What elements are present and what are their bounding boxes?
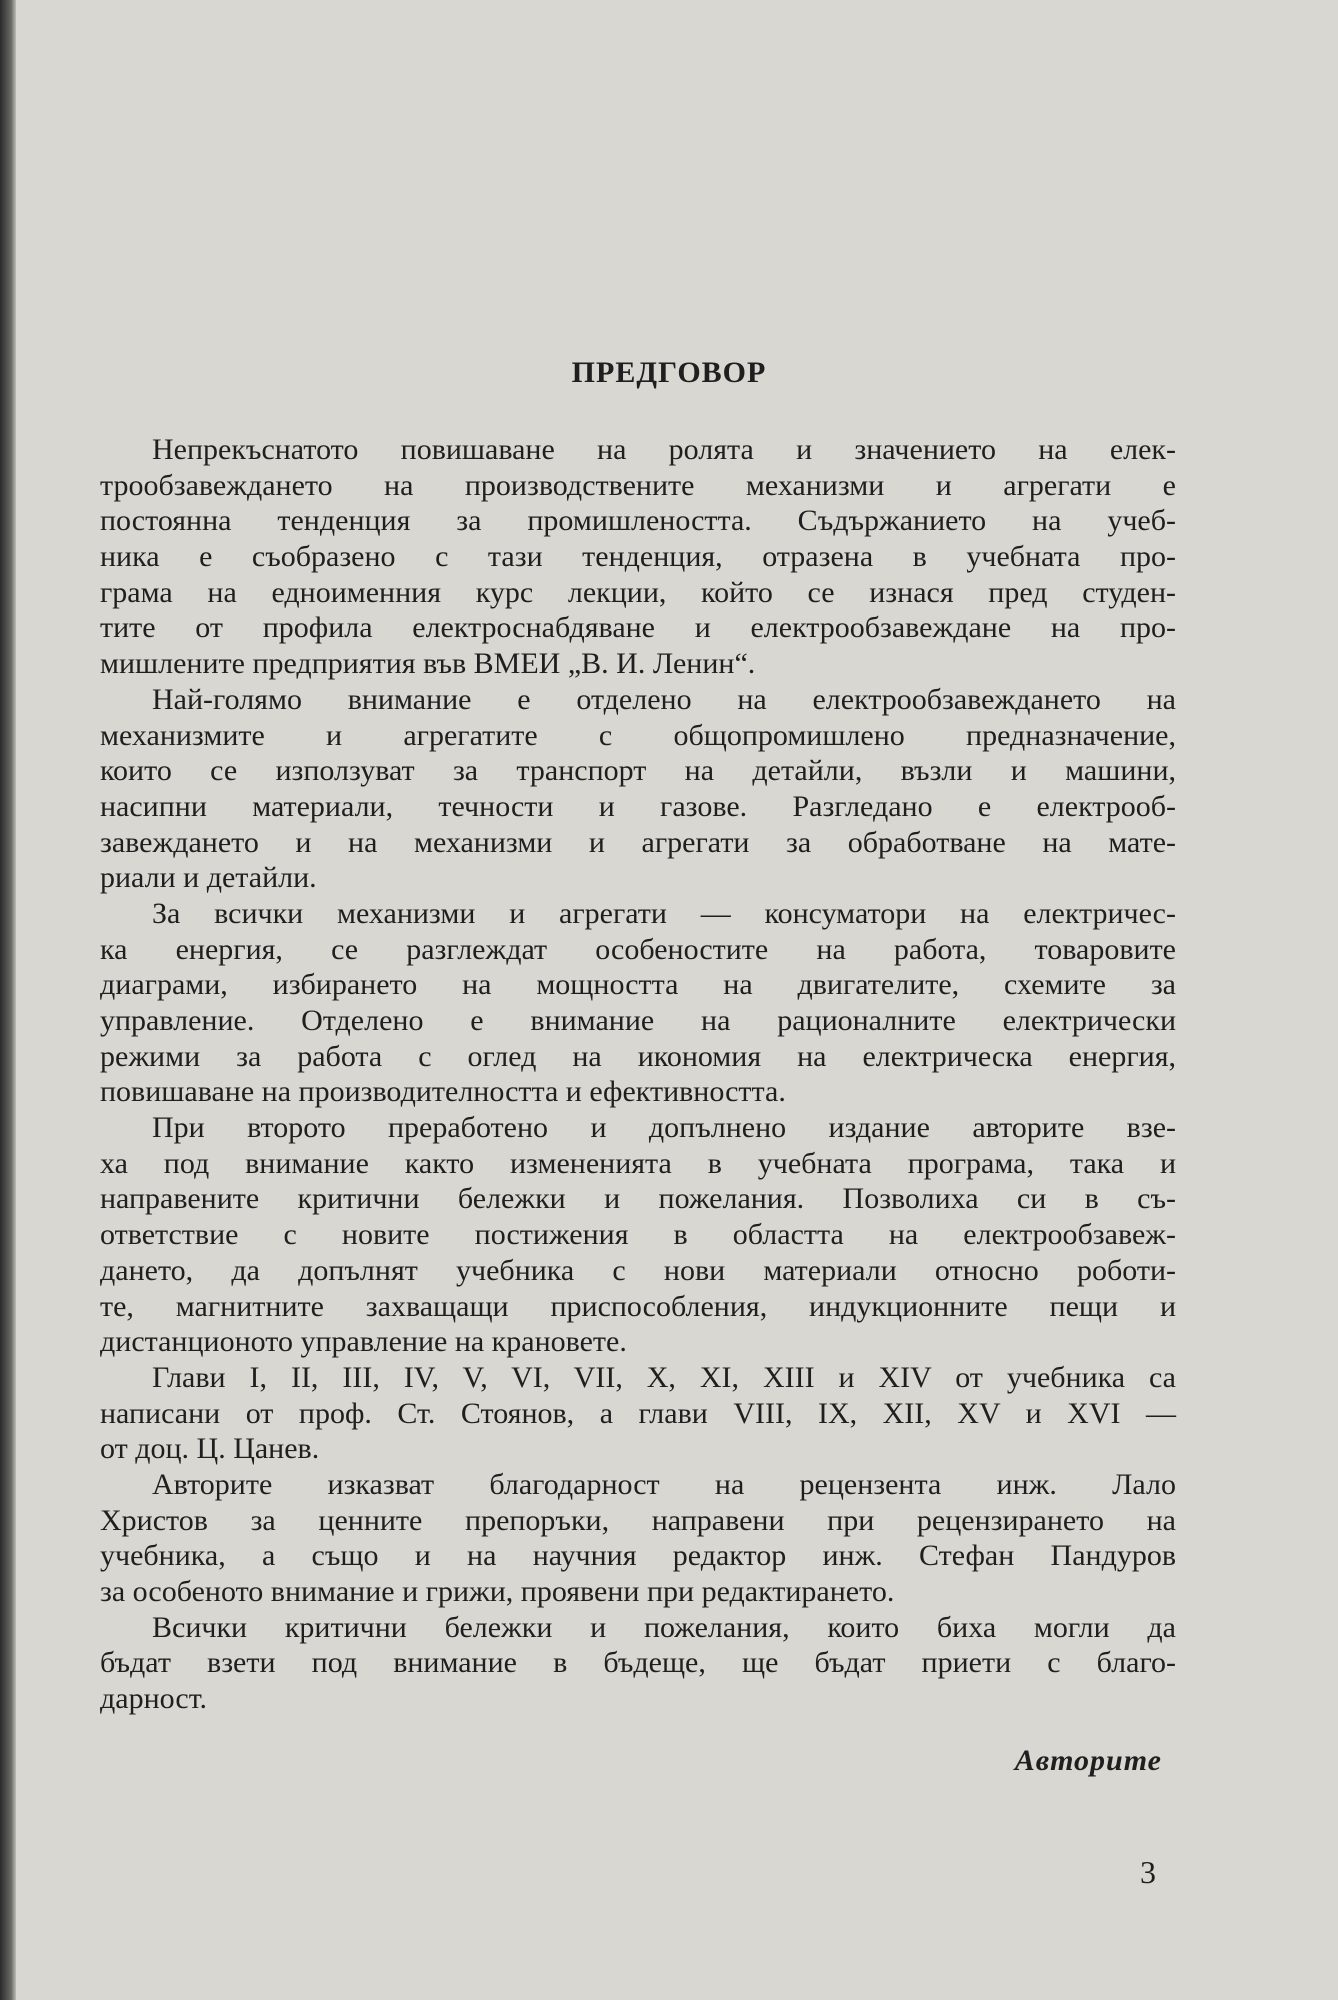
- text-line: Най-голямо внимание е отделено на електрообзавеждането на: [152, 682, 1176, 716]
- text-line: Всички критични бележки и пожелания, които биха могли да: [152, 1610, 1176, 1644]
- text-line: учебника, а също и на научния редактор инж. Стефан Пандуров: [100, 1539, 1176, 1573]
- text-line: завеждането и на механизми и агрегати за обработване на мате-: [100, 825, 1176, 859]
- text-line: които се използуват за транспорт на детайли, възли и машини,: [100, 754, 1176, 788]
- text-line: механизмите и агрегатите с общопромишлено предназначение,: [100, 718, 1176, 752]
- paragraph: [100, 682, 1176, 896]
- text-line: постоянна тенденция за промишлеността. Съдържанието на учеб-: [100, 504, 1176, 538]
- text-line: ка енергия, се разглеждат особеностите на работа, товаровите: [100, 932, 1176, 966]
- text-line: дането, да допълнят учебника с нови материали относно роботи-: [100, 1253, 1176, 1287]
- text-line: За всички механизми и агрегати — консуматори на електричес-: [152, 896, 1176, 930]
- text-line: Глави I, II, III, IV, V, VI, VII, X, XI, XIII и XIV от учебника са: [152, 1360, 1176, 1394]
- paragraph: [100, 432, 1176, 682]
- paragraph: [100, 896, 1176, 1110]
- text-line: При второто преработено и допълнено издание авторите взе-: [152, 1111, 1176, 1145]
- text-line: грама на едноименния курс лекции, който се изнася пред студен-: [100, 575, 1176, 609]
- paragraph: [100, 1110, 1176, 1360]
- text-line: насипни материали, течности и газове. Разгледано е електрооб-: [100, 789, 1176, 823]
- text-line: Христов за ценните препоръки, направени при рецензирането на: [100, 1503, 1176, 1537]
- text-line: дистанционото управление на крановете.: [100, 1325, 627, 1359]
- text-line: Авторите изказват благодарност на рецензента инж. Лало: [152, 1467, 1176, 1501]
- book-binding-edge: [0, 0, 16, 2000]
- text-line: управление. Отделено е внимание на рационалните електрически: [100, 1004, 1176, 1037]
- text-line: режими за работа с оглед на икономия на електрическа енергия,: [100, 1039, 1176, 1073]
- text-line: бъдат взети под внимание в бъдеще, ще бъдат приети с благо-: [100, 1646, 1176, 1680]
- text-line: риали и детайли.: [100, 861, 317, 895]
- text-line: те, магнитните захващащи приспособления, индукционните пещи и: [100, 1289, 1176, 1323]
- page-number: 3: [1140, 1854, 1156, 1890]
- text-line: Непрекъснатото повишаване на ролята и значението на елек-: [152, 433, 1176, 466]
- text-line: от доц. Ц. Цанев.: [100, 1432, 320, 1466]
- text-line: написани от проф. Ст. Стоянов, а глави VIII, IX, XII, XV и XVI —: [100, 1396, 1176, 1430]
- text-line: за особеното внимание и грижи, проявени при редактирането.: [100, 1575, 895, 1608]
- paragraph: [100, 1610, 1176, 1717]
- text-line: тите от профила електроснабдяване и електрообзавеждане на про-: [100, 611, 1176, 645]
- text-line: трообзавеждането на производствените механизми и агрегати е: [100, 468, 1176, 502]
- text-line: повишаване на производителността и ефективността.: [100, 1075, 786, 1109]
- preface-body: [100, 432, 1176, 1717]
- text-line: дарност.: [100, 1682, 208, 1716]
- page-title: ПРЕДГОВОР: [571, 356, 767, 389]
- text-line: ника е съобразено с тази тенденция, отразена в учебната про-: [100, 540, 1176, 574]
- signature: Авторите: [1014, 1744, 1162, 1777]
- text-line: ха под внимание както измененията в учебната програма, така и: [100, 1146, 1176, 1180]
- text-line: ответствие с новите постижения в областта на електрообзавеж-: [100, 1218, 1176, 1252]
- text-line: мишлените предприятия във ВМЕИ „В. И. Ленин“.: [100, 647, 756, 681]
- text-line: направените критични бележки и пожелания. Позволиха си в съ-: [100, 1182, 1176, 1216]
- paragraph: [100, 1467, 1176, 1610]
- text-line: диаграми, избирането на мощността на двигателите, схемите за: [100, 968, 1176, 1002]
- paragraph: [100, 1360, 1176, 1467]
